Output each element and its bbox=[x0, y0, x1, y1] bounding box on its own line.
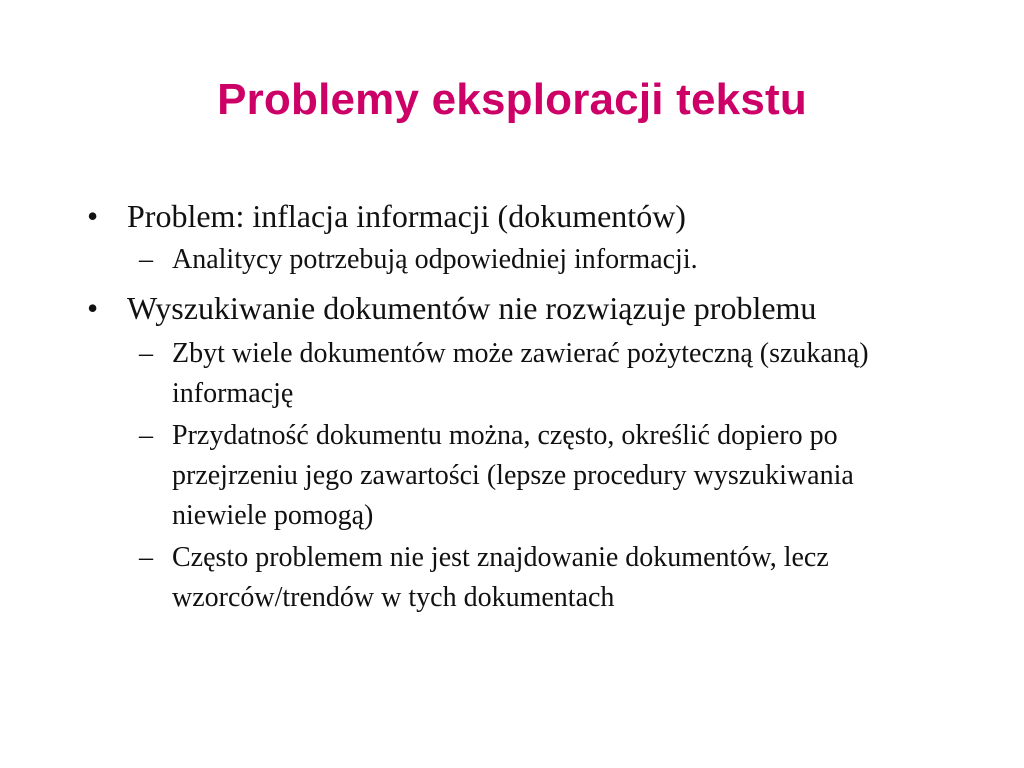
bullet-marker: • bbox=[87, 290, 99, 326]
sub-bullet-text: Przydatność dokumentu można, często, określić dopiero po przejrzeniu jego zawartości (lepsze procedury wyszukiwania niewiele pomogą) bbox=[172, 420, 854, 531]
slide-title: Problemy eksploracji tekstu bbox=[217, 75, 807, 124]
sub-bullet-item bbox=[85, 538, 945, 618]
sub-bullet-text: Zbyt wiele dokumentów może zawierać pożyteczną (szukaną) informację bbox=[172, 338, 869, 409]
bullet-item bbox=[85, 192, 945, 240]
sub-bullet-text: Często problemem nie jest znajdowanie dokumentów, lecz wzorców/trendów w tych dokumentach bbox=[172, 542, 829, 613]
sub-bullet-text: Analitycy potrzebują odpowiedniej informacji. bbox=[172, 244, 698, 275]
dash-marker: – bbox=[139, 542, 153, 573]
dash-marker: – bbox=[139, 244, 153, 275]
sub-bullet-item bbox=[85, 240, 945, 280]
bullet-text: Problem: inflacja informacji (dokumentów) bbox=[127, 198, 686, 234]
bullet-text: Wyszukiwanie dokumentów nie rozwiązuje problemu bbox=[127, 290, 817, 326]
bullet-marker: • bbox=[87, 198, 99, 234]
dash-marker: – bbox=[139, 338, 153, 369]
sub-bullet-item bbox=[85, 334, 945, 414]
bullet-item bbox=[85, 284, 945, 332]
sub-bullet-item bbox=[85, 416, 945, 536]
dash-marker: – bbox=[139, 420, 153, 451]
bullet-list bbox=[85, 192, 945, 618]
